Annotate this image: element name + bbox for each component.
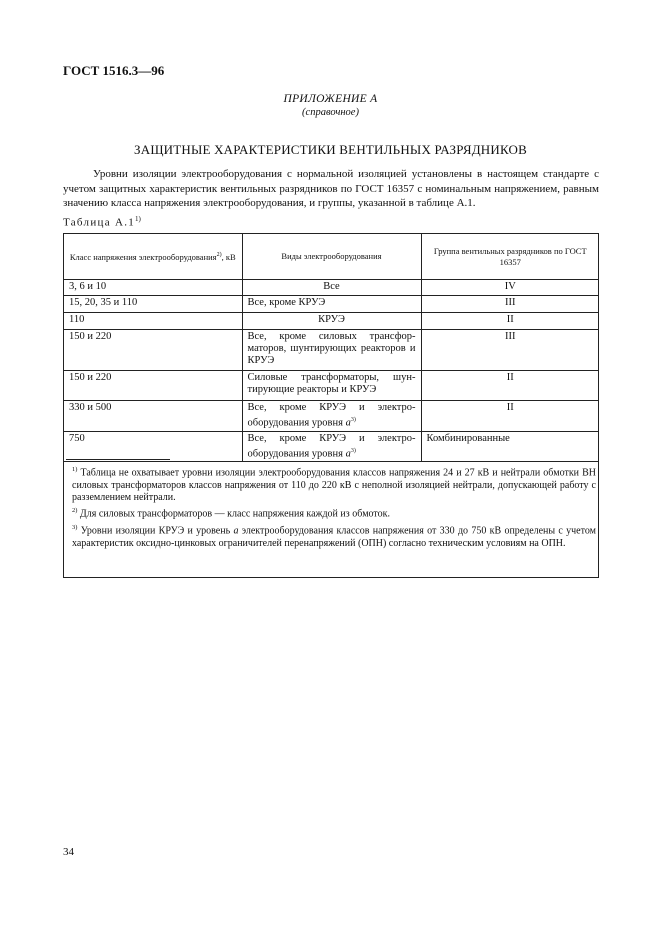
table-row <box>64 431 599 462</box>
footnote-divider <box>66 459 170 460</box>
protection-table <box>64 234 599 462</box>
appendix-label: ПРИЛОЖЕНИЕ А <box>283 93 378 105</box>
table-caption-text: Таблица А.1 <box>63 216 136 229</box>
table-row <box>64 401 599 432</box>
table-caption-footnote-mark: 1) <box>135 215 141 223</box>
footnote-mark: 1) <box>72 466 78 473</box>
cell-equipment-footnote-mark: 3) <box>350 417 356 423</box>
table-row <box>64 371 599 401</box>
cell-group: II <box>421 313 599 330</box>
cell-group: II <box>421 401 599 432</box>
header-voltage-text: Класс напряжения электрооборудования <box>69 251 217 262</box>
footnote-text: электрооборудования классов напряжения от 330 до 750 кВ определены с учетом характеристик оксидно-цинковых ограничителей перенапряжений (ОПН) согласно техническим условиям на ОПН. <box>72 525 596 549</box>
header-equipment-type: Виды электрооборудования <box>242 234 421 280</box>
footnote-text-start: Уровни изоляции КРУЭ и уровень <box>77 525 234 537</box>
header-arrester-group: Группа вентильных разрядников по ГОСТ 16357 <box>421 234 599 280</box>
cell-group: II <box>421 371 599 401</box>
cell-voltage: 150 и 220 <box>64 371 242 401</box>
section-title: ЗАЩИТНЫЕ ХАРАКТЕРИСТИКИ ВЕНТИЛЬНЫХ РАЗРЯДНИКОВ <box>134 142 527 157</box>
cell-voltage: 3, 6 и 10 <box>64 280 242 296</box>
header-voltage-footnote-mark: 2) <box>216 252 222 259</box>
table-row <box>64 330 599 371</box>
cell-equipment <box>242 431 421 462</box>
header-voltage-unit: , кВ <box>221 251 236 262</box>
footnote-text: Таблица не охватывает уровни изоляции электрооборудования классов напряжения 24 и 27 кВ и нейтрали обмотки ВН силовых трансформаторов классов напряжения от 110 до 220 кВ с неполной изоляцией нейтрали, допускающей работу с разземлением нейтрали. <box>72 467 596 504</box>
cell-equipment-footnote-mark: 3) <box>350 447 356 454</box>
cell-group: Комбинированные <box>421 431 599 462</box>
table-row <box>64 296 599 313</box>
cell-equipment: КРУЭ <box>242 313 421 330</box>
cell-equipment-text: Все, кроме КРУЭ и электро-оборудования уровня <box>247 402 416 429</box>
footnote-3 <box>72 522 596 550</box>
cell-group: III <box>421 296 599 313</box>
cell-equipment: Силовые трансформаторы, шун-тирующие реакторы и КРУЭ <box>242 371 421 401</box>
cell-equipment <box>242 401 421 432</box>
document-id: ГОСТ 1516.3—96 <box>63 63 165 78</box>
cell-equipment-level: а <box>345 417 351 429</box>
cell-voltage: 330 и 500 <box>64 401 242 432</box>
footnote-mark: 2) <box>72 507 78 514</box>
table-header-row <box>64 234 599 280</box>
footnote-1 <box>72 464 596 505</box>
appendix-note: (справочное) <box>302 107 359 118</box>
cell-voltage: 15, 20, 35 и 110 <box>64 296 242 313</box>
cell-equipment-text: Все, кроме КРУЭ и электро-оборудования уровня <box>247 432 416 459</box>
cell-equipment-level: а <box>345 448 351 459</box>
intro-paragraph: Уровни изоляции электрооборудования с нормальной изоляцией установлены в настоящем стандарте с учетом защитных характеристик вентильных разрядников по ГОСТ 16357 с номинальным напряжением, равным значению класса напряжения электрооборудования, и группы, указанной в таблице А.1. <box>63 168 599 209</box>
table-row <box>64 313 599 330</box>
cell-equipment: Все, кроме силовых трансфор-маторов, шунтирующих реакторов и КРУЭ <box>242 330 421 371</box>
cell-equipment: Все, кроме КРУЭ <box>242 296 421 313</box>
table-caption <box>63 215 141 229</box>
footnote-mark: 3) <box>72 524 78 531</box>
cell-equipment: Все <box>242 280 421 296</box>
cell-group: IV <box>421 280 599 296</box>
header-voltage-class <box>64 234 242 280</box>
footnote-text: Для силовых трансформаторов — класс напряжения каждой из обмоток. <box>77 508 390 520</box>
cell-group: III <box>421 330 599 371</box>
cell-voltage: 110 <box>64 313 242 330</box>
cell-voltage: 750 <box>64 431 242 462</box>
footnote-level: а <box>233 525 239 537</box>
table-row <box>64 280 599 296</box>
cell-voltage: 150 и 220 <box>64 330 242 371</box>
page-number: 34 <box>63 846 74 858</box>
footnote-2 <box>72 505 596 521</box>
